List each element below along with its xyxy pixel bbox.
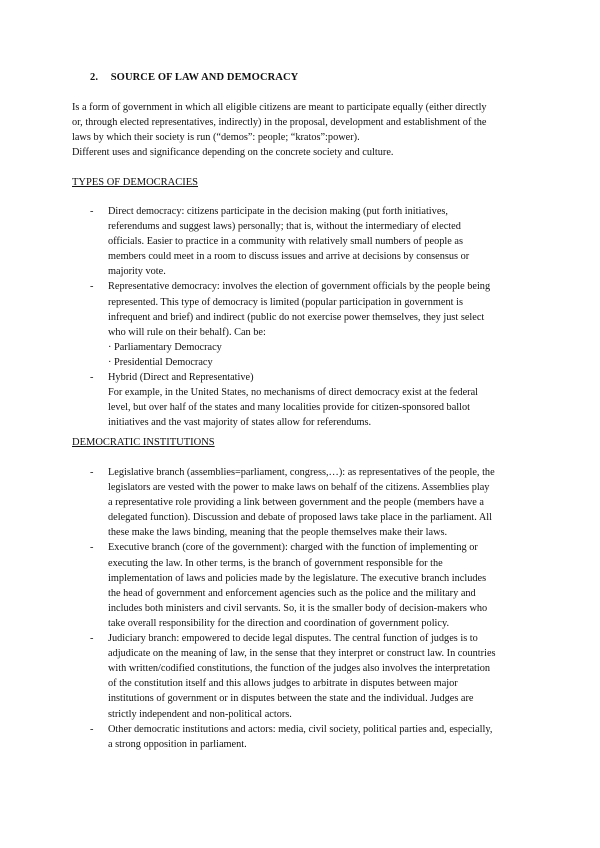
item-line: strictly independent and non-political actors. <box>108 708 292 720</box>
item-line: officials. Easier to practice in a community with relatively small numbers of people as <box>108 236 463 248</box>
item-line: who will rule on their behalf). Can be: <box>108 326 266 338</box>
section-number: 2. <box>90 72 99 83</box>
bullet-dash: - <box>90 542 94 554</box>
item-line: Representative democracy: involves the election of government officials by the people being <box>108 281 491 293</box>
sub-item-presidential: · Presidential Democracy <box>108 356 213 368</box>
item-line: legislators are vested with the power to make laws on behalf of the citizens. Assemblies play <box>108 482 490 494</box>
list-item-executive <box>0 540 600 631</box>
section-title: SOURCE OF LAW AND DEMOCRACY <box>110 72 299 83</box>
list-item-representative-democracy <box>0 279 600 370</box>
intro-line: Is a form of government in which all eligible citizens are meant to participate equally (either directly <box>72 102 487 113</box>
institutions-heading: DEMOCRATIC INSTITUTIONS <box>72 437 215 448</box>
item-line: implementation of laws and policies made by the legislature. The executive branch includes <box>108 572 487 584</box>
item-line: Hybrid (Direct and Representative) <box>108 372 254 384</box>
section-heading <box>90 72 298 83</box>
item-line: Judiciary branch: empowered to decide legal disputes. The central function of judges is to <box>108 633 478 645</box>
item-line: includes both ministers and civil servants. So, it is the smaller body of decision-makers who <box>108 602 488 614</box>
item-line: For example, in the United States, no mechanisms of direct democracy exist at the federal <box>108 387 478 399</box>
intro-line: Different uses and significance depending on the concrete society and culture. <box>72 147 394 159</box>
intro-paragraph <box>72 100 524 160</box>
item-line: Legislative branch (assemblies=parliament, congress,…): as representatives of the people, the <box>108 467 495 478</box>
list-item-other-institutions <box>0 722 600 752</box>
item-line: level, but over half of the states and many localities provide for citizen-sponsored ballot <box>108 402 470 414</box>
item-line: infrequent and brief) and indirect (public do not exercise power themselves, they just select <box>108 311 485 323</box>
item-line: delegated function). Discussion and debate of proposed laws take place in the parliament. All <box>108 512 493 524</box>
bullet-dash: - <box>90 723 94 735</box>
list-item-judiciary <box>0 631 600 722</box>
item-line: members could meet in a room to discuss issues and arrive at decisions by consensus or <box>108 251 470 263</box>
bullet-dash: - <box>90 372 94 384</box>
item-line: with written/codified constitutions, the function of the judges also involves the interpretation <box>108 663 491 675</box>
item-line: these make the laws binding, meaning that the people themselves make their laws. <box>108 527 448 539</box>
item-line: majority vote. <box>108 266 166 278</box>
item-line: initiatives and the vast majority of states allow for referendums. <box>108 417 372 429</box>
types-list <box>0 204 600 430</box>
item-line: adjudicate on the meaning of law, in the sense that they interpret or construct law. In countries <box>108 648 496 660</box>
list-item-legislative <box>0 465 600 540</box>
item-line: institutions of government or in disputes between the state and the individual. Judges are <box>108 693 474 705</box>
list-item-hybrid <box>0 370 600 430</box>
intro-line: laws by which their society is run (“demos”: people; “kratos”:power). <box>72 132 360 144</box>
item-line: take overall responsibility for the direction and coordination of government policy. <box>108 617 450 629</box>
item-line: a strong opposition in parliament. <box>108 738 247 750</box>
item-line: a representative role providing a link between government and the people (members have a <box>108 497 484 509</box>
item-line: Executive branch (core of the government): charged with the function of implementing or <box>108 542 478 554</box>
item-line: executing the law. In other terms, is the branch of government responsible for the <box>108 557 443 569</box>
list-item-direct-democracy <box>0 204 600 279</box>
sub-item-parliamentary: · Parliamentary Democracy <box>108 341 222 353</box>
bullet-dash: - <box>90 467 94 478</box>
item-line: Other democratic institutions and actors: media, civil society, political parties and, especially, <box>108 723 493 735</box>
intro-line: or, through elected representatives, indirectly) in the proposal, development and establishment of the <box>72 117 487 129</box>
item-line: the head of government and enforcement agencies such as the police and the military and <box>108 587 476 599</box>
item-line: represented. This type of democracy is limited (popular participation in government is <box>108 296 463 308</box>
types-heading: TYPES OF DEMOCRACIES <box>72 177 199 188</box>
item-line: of the constitution itself and this allows judges to arbitrate in disputes between major <box>108 678 458 690</box>
item-line: Direct democracy: citizens participate in the decision making (put forth initiatives, <box>108 206 448 217</box>
item-line: referendums and suggest laws) personally; that is, without the intermediary of elected <box>108 221 461 233</box>
bullet-dash: - <box>90 206 94 217</box>
bullet-dash: - <box>90 281 94 293</box>
bullet-dash: - <box>90 633 94 645</box>
institutions-list <box>0 465 600 752</box>
